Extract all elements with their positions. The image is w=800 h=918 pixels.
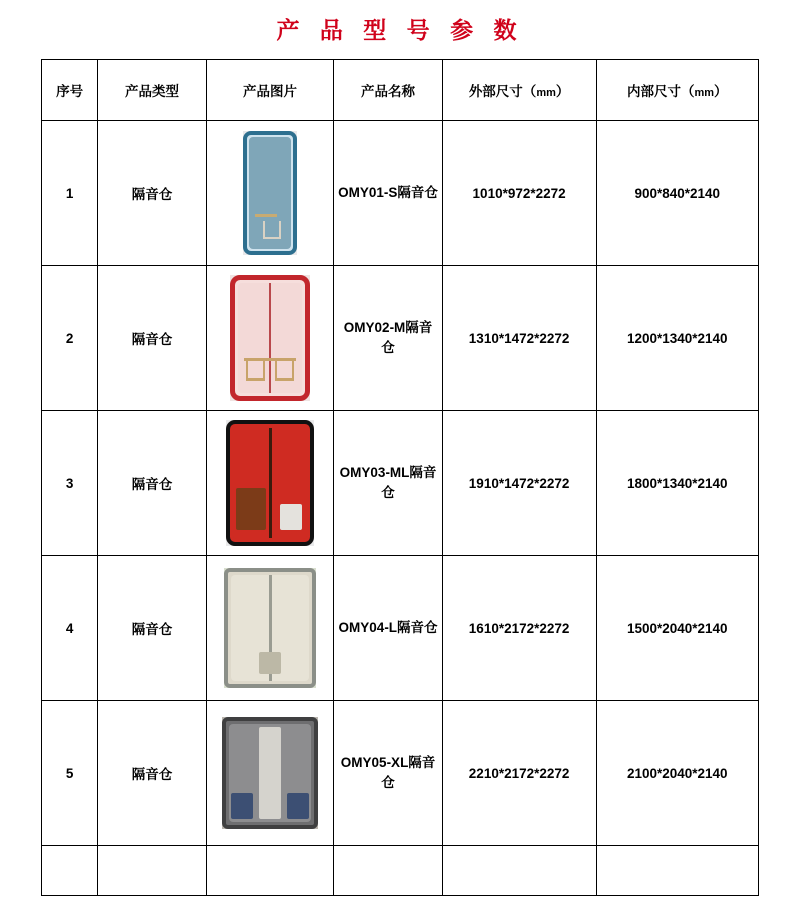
cell-type: 隔音仓 [98, 121, 206, 266]
cell-inner-size: 1200*1340*2140 [596, 266, 759, 411]
office-pod-beige-image [224, 568, 316, 688]
cell-empty [98, 846, 206, 896]
pod-stool [263, 221, 281, 239]
cell-outer-size: 1610*2172*2272 [442, 556, 596, 701]
cell-index: 2 [42, 266, 98, 411]
pod-post [269, 428, 272, 538]
cell-empty [42, 846, 98, 896]
page-title: 产 品 型 号 参 数 [276, 17, 524, 43]
cell-outer-size: 1310*1472*2272 [442, 266, 596, 411]
cell-outer-size: 1910*1472*2272 [442, 411, 596, 556]
office-pod-grey-blue-sofas-image [222, 717, 318, 829]
column-header-type: 产品类型 [98, 60, 206, 121]
cell-type: 隔音仓 [98, 266, 206, 411]
cell-product-image [206, 121, 334, 266]
cell-type: 隔音仓 [98, 411, 206, 556]
cell-index: 5 [42, 701, 98, 846]
pod-mullion [269, 283, 271, 393]
column-header-index: 序号 [42, 60, 98, 121]
cell-inner-size: 1500*2040*2140 [596, 556, 759, 701]
cell-empty [596, 846, 759, 896]
pod-desk [255, 214, 277, 217]
cell-index: 3 [42, 411, 98, 556]
inner-size-label: 内部尺寸（ [626, 84, 695, 99]
cell-type: 隔音仓 [98, 556, 206, 701]
pod-sofa-left [231, 793, 253, 819]
inner-size-unit: mm [694, 87, 715, 99]
cell-product-name: OMY03-ML隔音仓 [334, 411, 442, 556]
cell-empty [206, 846, 334, 896]
cell-product-image [206, 701, 334, 846]
cell-product-name: OMY02-M隔音仓 [334, 266, 442, 411]
office-pod-red-two-stools-image [230, 275, 310, 401]
office-pod-red-sofa-image [226, 420, 314, 546]
office-pod-blue-image [243, 131, 297, 255]
outer-size-suffix: ） [555, 84, 570, 99]
pod-stool-left [246, 358, 265, 381]
cell-index: 1 [42, 121, 98, 266]
cell-empty [334, 846, 442, 896]
pod-chair [259, 652, 281, 674]
table-header-row [42, 60, 759, 121]
table-row [42, 411, 759, 556]
cell-inner-size: 900*840*2140 [596, 121, 759, 266]
table-body [42, 121, 759, 896]
column-header-name: 产品名称 [334, 60, 442, 121]
cell-inner-size: 1800*1340*2140 [596, 411, 759, 556]
cell-empty [442, 846, 596, 896]
table-row [42, 266, 759, 411]
cell-product-name: OMY05-XL隔音仓 [334, 701, 442, 846]
cell-product-image [206, 411, 334, 556]
outer-size-unit: mm [536, 87, 556, 99]
table-row [42, 121, 759, 266]
table-row [42, 556, 759, 701]
cell-outer-size: 1010*972*2272 [442, 121, 596, 266]
pod-stool-right [275, 358, 294, 381]
cell-type: 隔音仓 [98, 701, 206, 846]
cell-product-image [206, 266, 334, 411]
cell-product-name: OMY01-S隔音仓 [334, 121, 442, 266]
product-spec-table [41, 59, 759, 896]
pod-door [259, 727, 281, 819]
table-header [42, 60, 759, 121]
pod-sofa [236, 488, 266, 530]
table-row-empty [42, 846, 759, 896]
pod-sofa-right [287, 793, 309, 819]
cell-product-name: OMY04-L隔音仓 [334, 556, 442, 701]
outer-size-label: 外部尺寸（ [468, 84, 537, 99]
inner-size-suffix: ） [714, 84, 728, 99]
cell-index: 4 [42, 556, 98, 701]
column-header-image: 产品图片 [206, 60, 334, 121]
cell-outer-size: 2210*2172*2272 [442, 701, 596, 846]
column-header-outer-size [442, 60, 596, 121]
cell-inner-size: 2100*2040*2140 [596, 701, 759, 846]
table-row [42, 701, 759, 846]
column-header-inner-size [596, 60, 759, 121]
pod-table [280, 504, 302, 530]
cell-product-image [206, 556, 334, 701]
